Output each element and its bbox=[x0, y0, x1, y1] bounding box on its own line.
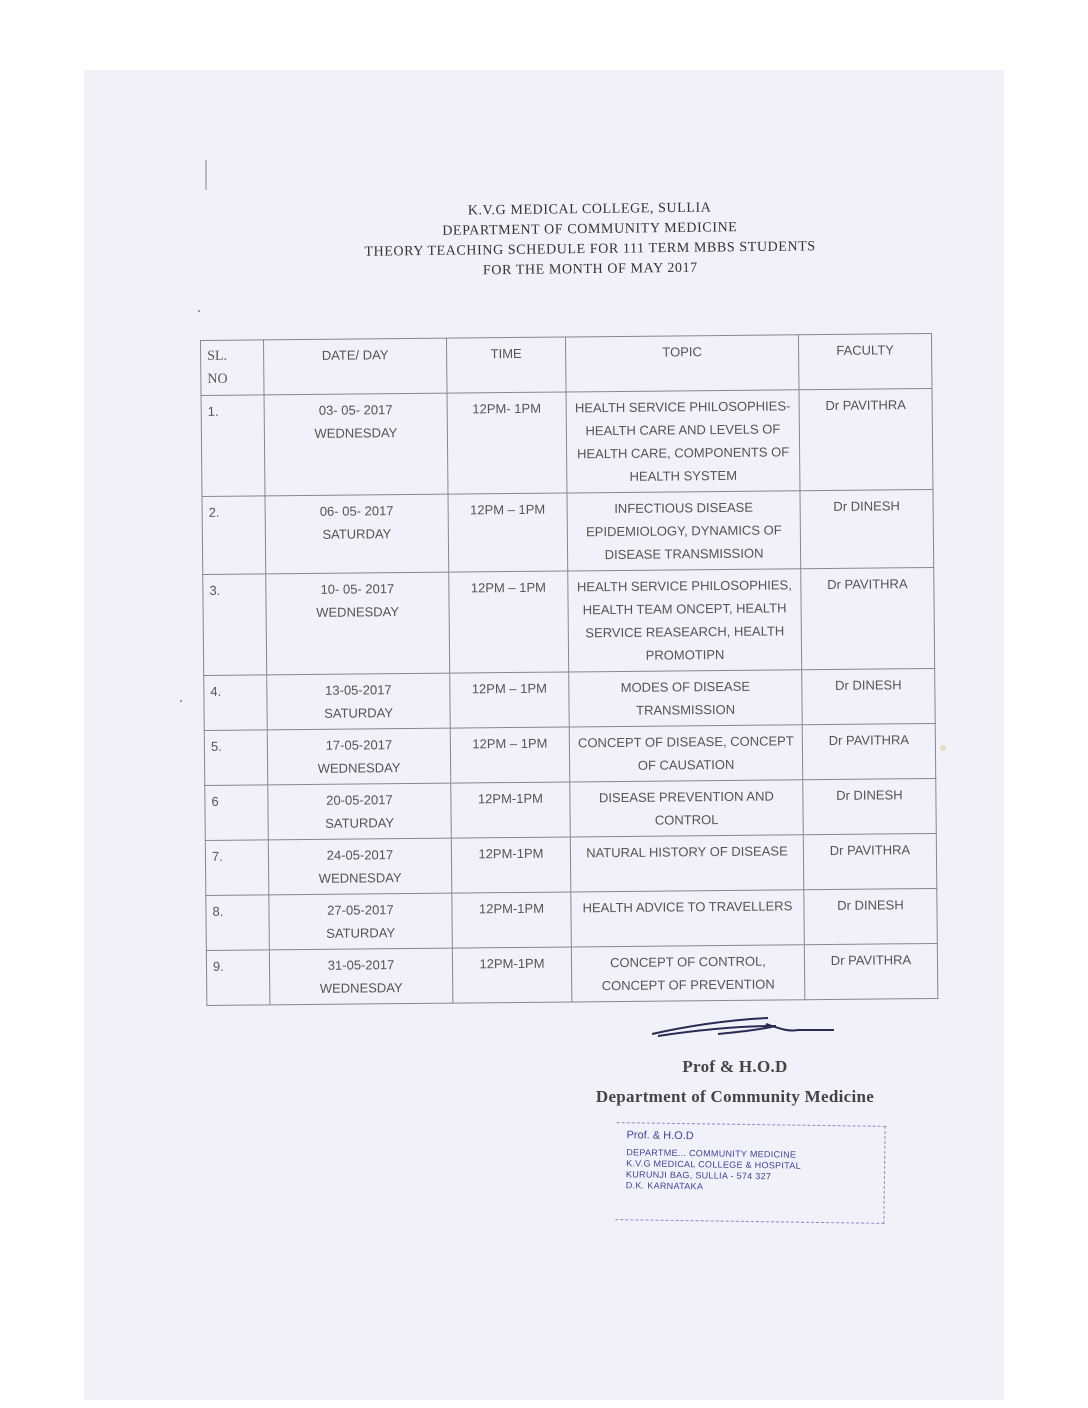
cell-time: 12PM – 1PM bbox=[450, 727, 570, 783]
cell-faculty: Dr PAVITHRA bbox=[799, 388, 933, 490]
table-row bbox=[201, 388, 933, 496]
signatory-title: Prof & H.O.D bbox=[682, 1057, 788, 1076]
cell-date: 03- 05- 2017 WEDNESDAY bbox=[264, 393, 448, 496]
header-sl-no: SL. NO bbox=[201, 340, 265, 396]
cell-date: 06- 05- 2017 SATURDAY bbox=[265, 494, 449, 574]
table-row bbox=[206, 888, 937, 950]
signature-block bbox=[560, 1052, 910, 1112]
cell-date: 31-05-2017 WEDNESDAY bbox=[269, 948, 453, 1005]
schedule-title: THEORY TEACHING SCHEDULE FOR 111 TERM MBBS STUDENTS bbox=[364, 239, 816, 260]
cell-time: 12PM- 1PM bbox=[447, 392, 567, 494]
table-row bbox=[205, 778, 936, 840]
cell-sl: 6 bbox=[205, 785, 269, 841]
cell-faculty: Dr DINESH bbox=[800, 489, 934, 568]
cell-topic: CONCEPT OF CONTROL, CONCEPT OF PREVENTION bbox=[571, 945, 805, 1002]
table-row bbox=[203, 567, 935, 675]
college-name: K.V.G MEDICAL COLLEGE, SULLIA bbox=[467, 200, 712, 219]
cell-faculty: Dr DINESH bbox=[804, 888, 938, 944]
cell-time: 12PM – 1PM bbox=[450, 672, 570, 728]
table-row bbox=[206, 943, 937, 1005]
header-faculty: FACULTY bbox=[798, 333, 932, 389]
scan-speck bbox=[198, 310, 200, 312]
cell-sl: 3. bbox=[203, 574, 267, 676]
cell-sl: 2. bbox=[202, 496, 266, 575]
cell-time: 12PM – 1PM bbox=[448, 493, 568, 572]
cell-topic: HEALTH SERVICE PHILOSOPHIES, HEALTH TEAM ONCEPT, HEALTH SERVICE REASEARCH, HEALTH PROMOTIPN bbox=[568, 569, 802, 672]
cell-faculty: Dr PAVITHRA bbox=[802, 723, 936, 779]
cell-date: 13-05-2017 SATURDAY bbox=[267, 673, 451, 730]
cell-faculty: Dr PAVITHRA bbox=[804, 943, 938, 999]
cell-time: 12PM-1PM bbox=[451, 837, 571, 893]
cell-date: 10- 05- 2017 WEDNESDAY bbox=[266, 572, 450, 675]
cell-time: 12PM-1PM bbox=[451, 782, 571, 838]
cell-faculty: Dr PAVITHRA bbox=[803, 833, 937, 889]
stamp-title: Prof. & H.O.D bbox=[626, 1129, 694, 1143]
scan-speck bbox=[205, 160, 207, 190]
cell-faculty: Dr DINESH bbox=[802, 668, 936, 724]
scan-speck bbox=[940, 745, 946, 751]
cell-date: 27-05-2017 SATURDAY bbox=[269, 893, 453, 950]
signatory-department: Department of Community Medicine bbox=[595, 1087, 875, 1106]
table-row bbox=[205, 833, 936, 895]
cell-topic: HEALTH ADVICE TO TRAVELLERS bbox=[571, 890, 805, 947]
cell-topic: NATURAL HISTORY OF DISEASE bbox=[570, 835, 804, 892]
cell-date: 20-05-2017 SATURDAY bbox=[268, 783, 452, 840]
header-time: TIME bbox=[446, 337, 566, 393]
table-row bbox=[202, 489, 934, 574]
cell-time: 12PM – 1PM bbox=[449, 571, 569, 673]
cell-faculty: Dr DINESH bbox=[803, 778, 937, 834]
schedule-month: FOR THE MONTH OF MAY 2017 bbox=[482, 260, 698, 279]
cell-faculty: Dr PAVITHRA bbox=[801, 567, 935, 669]
cell-date: 24-05-2017 WEDNESDAY bbox=[268, 838, 452, 895]
cell-time: 12PM-1PM bbox=[452, 947, 572, 1003]
cell-time: 12PM-1PM bbox=[452, 892, 572, 948]
cell-topic: INFECTIOUS DISEASE EPIDEMIOLOGY, DYNAMICS OF DISEASE TRANSMISSION bbox=[567, 491, 801, 571]
department-stamp bbox=[615, 1122, 885, 1224]
schedule-table bbox=[200, 333, 938, 1006]
cell-sl: 5. bbox=[204, 730, 268, 786]
cell-sl: 9. bbox=[206, 950, 270, 1006]
signature-mark bbox=[648, 1012, 838, 1042]
stamp-address: DEPARTME... COMMUNITY MEDICINE K.V.G MEDICAL COLLEGE & HOSPITAL KURUNJI BAG, SULLIA - 574 327 D.K. KARNATAKA bbox=[625, 1147, 802, 1192]
cell-sl: 8. bbox=[206, 895, 270, 951]
cell-date: 17-05-2017 WEDNESDAY bbox=[267, 728, 451, 785]
cell-sl: 4. bbox=[204, 675, 268, 731]
table-header-row bbox=[201, 333, 932, 395]
scan-speck bbox=[180, 700, 182, 702]
table-row bbox=[204, 723, 935, 785]
document-heading bbox=[280, 196, 901, 284]
cell-topic: HEALTH SERVICE PHILOSOPHIES- HEALTH CARE AND LEVELS OF HEALTH CARE, COMPONENTS OF HEALTH SYSTEM bbox=[566, 390, 800, 493]
header-date: DATE/ DAY bbox=[264, 338, 448, 395]
header-topic: TOPIC bbox=[565, 335, 799, 392]
table-row bbox=[204, 668, 935, 730]
cell-topic: CONCEPT OF DISEASE, CONCEPT OF CAUSATION bbox=[569, 725, 803, 782]
cell-topic: MODES OF DISEASE TRANSMISSION bbox=[569, 670, 803, 727]
cell-sl: 1. bbox=[201, 395, 265, 497]
department-name: DEPARTMENT OF COMMUNITY MEDICINE bbox=[442, 220, 738, 239]
cell-topic: DISEASE PREVENTION AND CONTROL bbox=[570, 780, 804, 837]
cell-sl: 7. bbox=[205, 840, 269, 896]
